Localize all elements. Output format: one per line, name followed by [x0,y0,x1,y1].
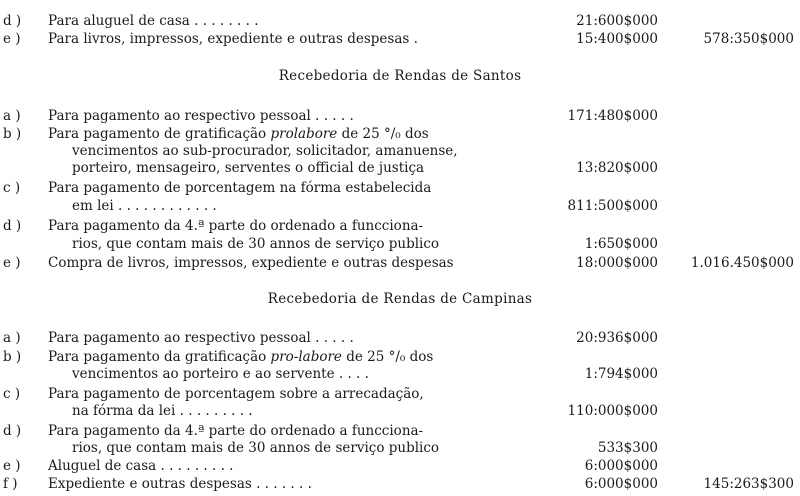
item-letter: f ) [3,476,18,492]
item-text: Para aluguel de casa . . . . . . . . [48,13,259,29]
section-total: 1.016.450$000 [690,255,794,271]
item-row [0,31,800,47]
section-total: 145:263$300 [703,476,794,492]
item-amount: 533$300 [597,440,658,456]
item-row [0,218,800,234]
item-row [0,255,800,271]
section-heading: Recebedoria de Rendas de Santos [278,68,522,84]
item-letter: e ) [3,458,21,474]
item-row [0,108,800,124]
item-text: vencimentos ao porteiro e ao servente . . . . [72,366,369,382]
item-continuation [0,366,800,382]
item-text: Para pagamento ao respectivo pessoal . . . . . [48,108,354,124]
item-row [0,180,800,196]
item-letter: d ) [3,13,22,29]
item-letter: e ) [3,255,21,271]
item-letter: e ) [3,31,21,47]
item-letter: c ) [3,180,21,196]
item-amount: 1:650$000 [584,236,658,252]
item-amount: 20:936$000 [576,330,658,346]
item-text: Para livros, impressos, expediente e outras despesas . [48,31,418,47]
section-total: 578:350$000 [703,31,794,47]
item-row [0,476,800,492]
item-letter: d ) [3,218,22,234]
item-amount: 18:000$000 [576,255,658,271]
item-letter: d ) [3,423,22,439]
item-text: Para pagamento da 4.ª parte do ordenado a funcciona- [48,423,424,439]
item-row [0,13,800,29]
item-amount: 1:794$000 [584,366,658,382]
item-letter: a ) [3,330,21,346]
item-letter: a ) [3,108,21,124]
section-heading: Recebedoria de Rendas de Campinas [267,291,533,307]
item-text: Para pagamento ao respectivo pessoal . . . . . [48,330,354,346]
item-amount: 21:600$000 [576,13,658,29]
item-text: vencimentos ao sub-procurador, solicitador, amanuense, [72,143,458,159]
item-row [0,386,800,402]
item-text: Compra de livros, impressos, expediente e outras despesas [48,255,454,271]
item-text: em lei . . . . . . . . . . . . [72,198,217,214]
item-amount: 13:820$000 [576,160,658,176]
item-text: porteiro, mensageiro, serventes o official de justiça [72,160,425,176]
item-text: Aluguel de casa . . . . . . . . . [48,458,234,474]
item-text: rios, que contam mais de 30 annos de serviço publico [72,236,440,252]
item-continuation [0,160,800,176]
item-text: Para pagamento de porcentagem sobre a arrecadação, [48,386,424,402]
item-row [0,458,800,474]
item-amount: 811:500$000 [567,198,658,214]
item-text: Expediente e outras despesas . . . . . . . [48,476,312,492]
item-row [0,423,800,439]
item-amount: 6:000$000 [584,476,658,492]
item-continuation [0,403,800,419]
item-text: Para pagamento de gratificação prolabore de 25 °/₀ dos [48,126,429,142]
item-row [0,126,800,142]
item-amount: 171:480$000 [567,108,658,124]
item-continuation [0,440,800,456]
item-text: Para pagamento da gratificação pro-labore de 25 °/₀ dos [48,349,434,365]
item-row [0,349,800,365]
item-text: Para pagamento de porcentagem na fórma estabelecida [48,180,432,196]
item-letter: c ) [3,386,21,402]
item-text: rios, que contam mais de 30 annos de serviço publico [72,440,440,456]
item-continuation [0,236,800,252]
item-continuation [0,143,800,159]
item-text: Para pagamento da 4.ª parte do ordenado a funcciona- [48,218,424,234]
item-text: na fórma da lei . . . . . . . . . [72,403,253,419]
item-amount: 15:400$000 [576,31,658,47]
item-continuation [0,198,800,214]
item-letter: b ) [3,349,22,365]
item-amount: 6:000$000 [584,458,658,474]
item-letter: b ) [3,126,22,142]
item-row [0,330,800,346]
item-amount: 110:000$000 [567,403,658,419]
